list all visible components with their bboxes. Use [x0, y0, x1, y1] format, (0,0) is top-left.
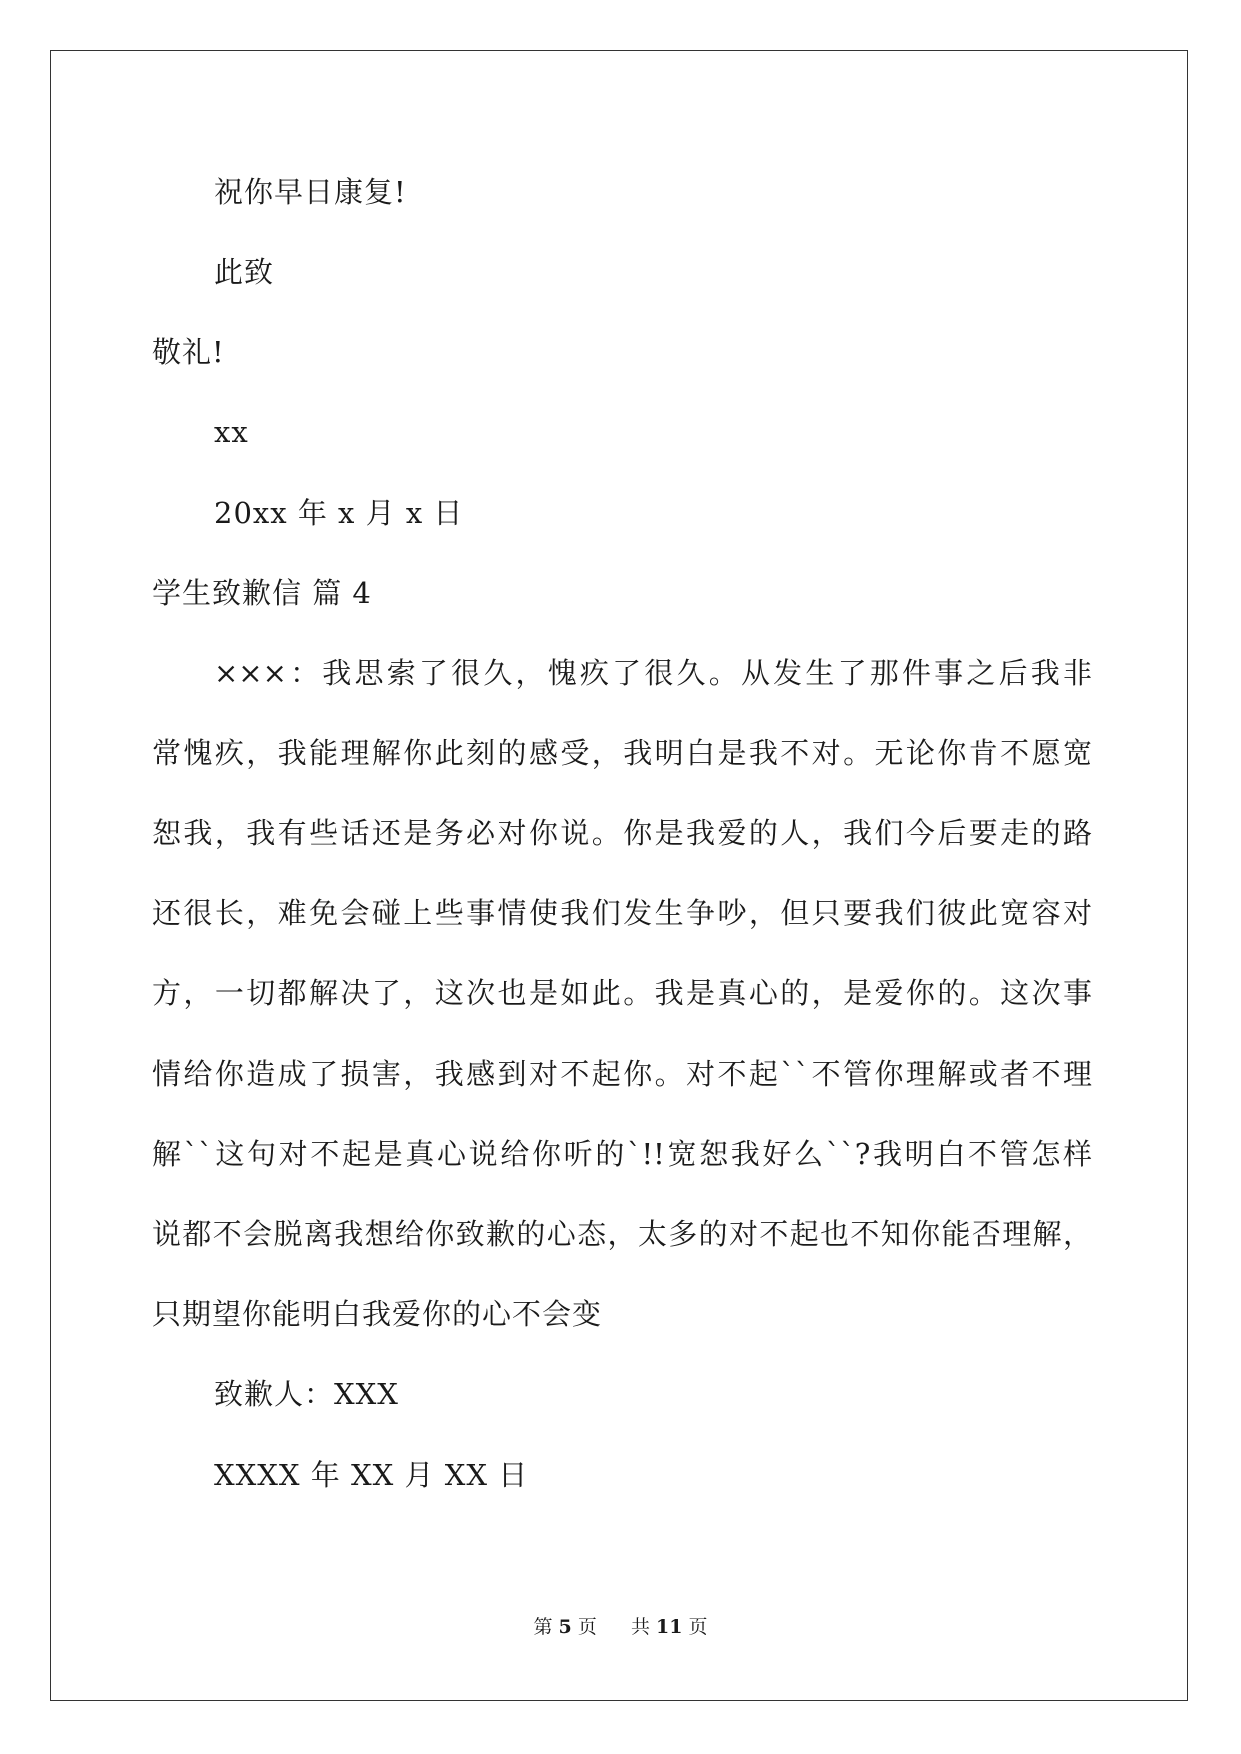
signature-line: xx	[214, 415, 249, 449]
footer-total-unit: 页	[688, 1616, 708, 1638]
page-border	[50, 50, 1188, 1701]
paragraph-line: 只期望你能明白我爱你的心不会变	[152, 1297, 603, 1331]
page-footer	[0, 1615, 1241, 1639]
paragraph-line: 情给你造成了损害，我感到对不起你。对不起``不管你理解或者不理	[152, 1057, 1092, 1091]
paragraph-line: 解``这句对不起是真心说给你听的`!!宽恕我好么``?我明白不管怎样	[152, 1137, 1092, 1171]
paragraph-line: ×××：我思索了很久，愧疚了很久。从发生了那件事之后我非	[214, 656, 1092, 690]
wish-line: 祝你早日康复!	[214, 175, 407, 209]
paragraph-line: 恕我，我有些话还是务必对你说。你是我爱的人，我们今后要走的路	[152, 816, 1092, 850]
paragraph-line: 还很长，难免会碰上些事情使我们发生争吵，但只要我们彼此宽容对	[152, 896, 1092, 930]
footer-total-prefix: 共	[630, 1616, 650, 1638]
footer-page-unit: 页	[577, 1616, 597, 1638]
section-heading: 学生致歉信 篇 4	[152, 576, 372, 610]
date-line: 20xx 年 x 月 x 日	[214, 496, 464, 530]
footer-prefix: 第	[533, 1616, 553, 1638]
respect-line: 敬礼!	[152, 335, 225, 369]
footer-total-pages: 11	[656, 1616, 683, 1638]
paragraph-line: 说都不会脱离我想给你致歉的心态，太多的对不起也不知你能否理解，	[152, 1217, 1092, 1251]
paragraph-line: 常愧疚，我能理解你此刻的感受，我明白是我不对。无论你肯不愿宽	[152, 736, 1092, 770]
closing-date-line: XXXX 年 XX 月 XX 日	[214, 1458, 529, 1492]
salutation-line: 此致	[214, 255, 275, 289]
footer-page-number: 5	[558, 1616, 572, 1638]
paragraph-line: 方，一切都解决了，这次也是如此。我是真心的，是爱你的。这次事	[152, 976, 1092, 1010]
apologizer-line: 致歉人：XXX	[214, 1377, 399, 1411]
